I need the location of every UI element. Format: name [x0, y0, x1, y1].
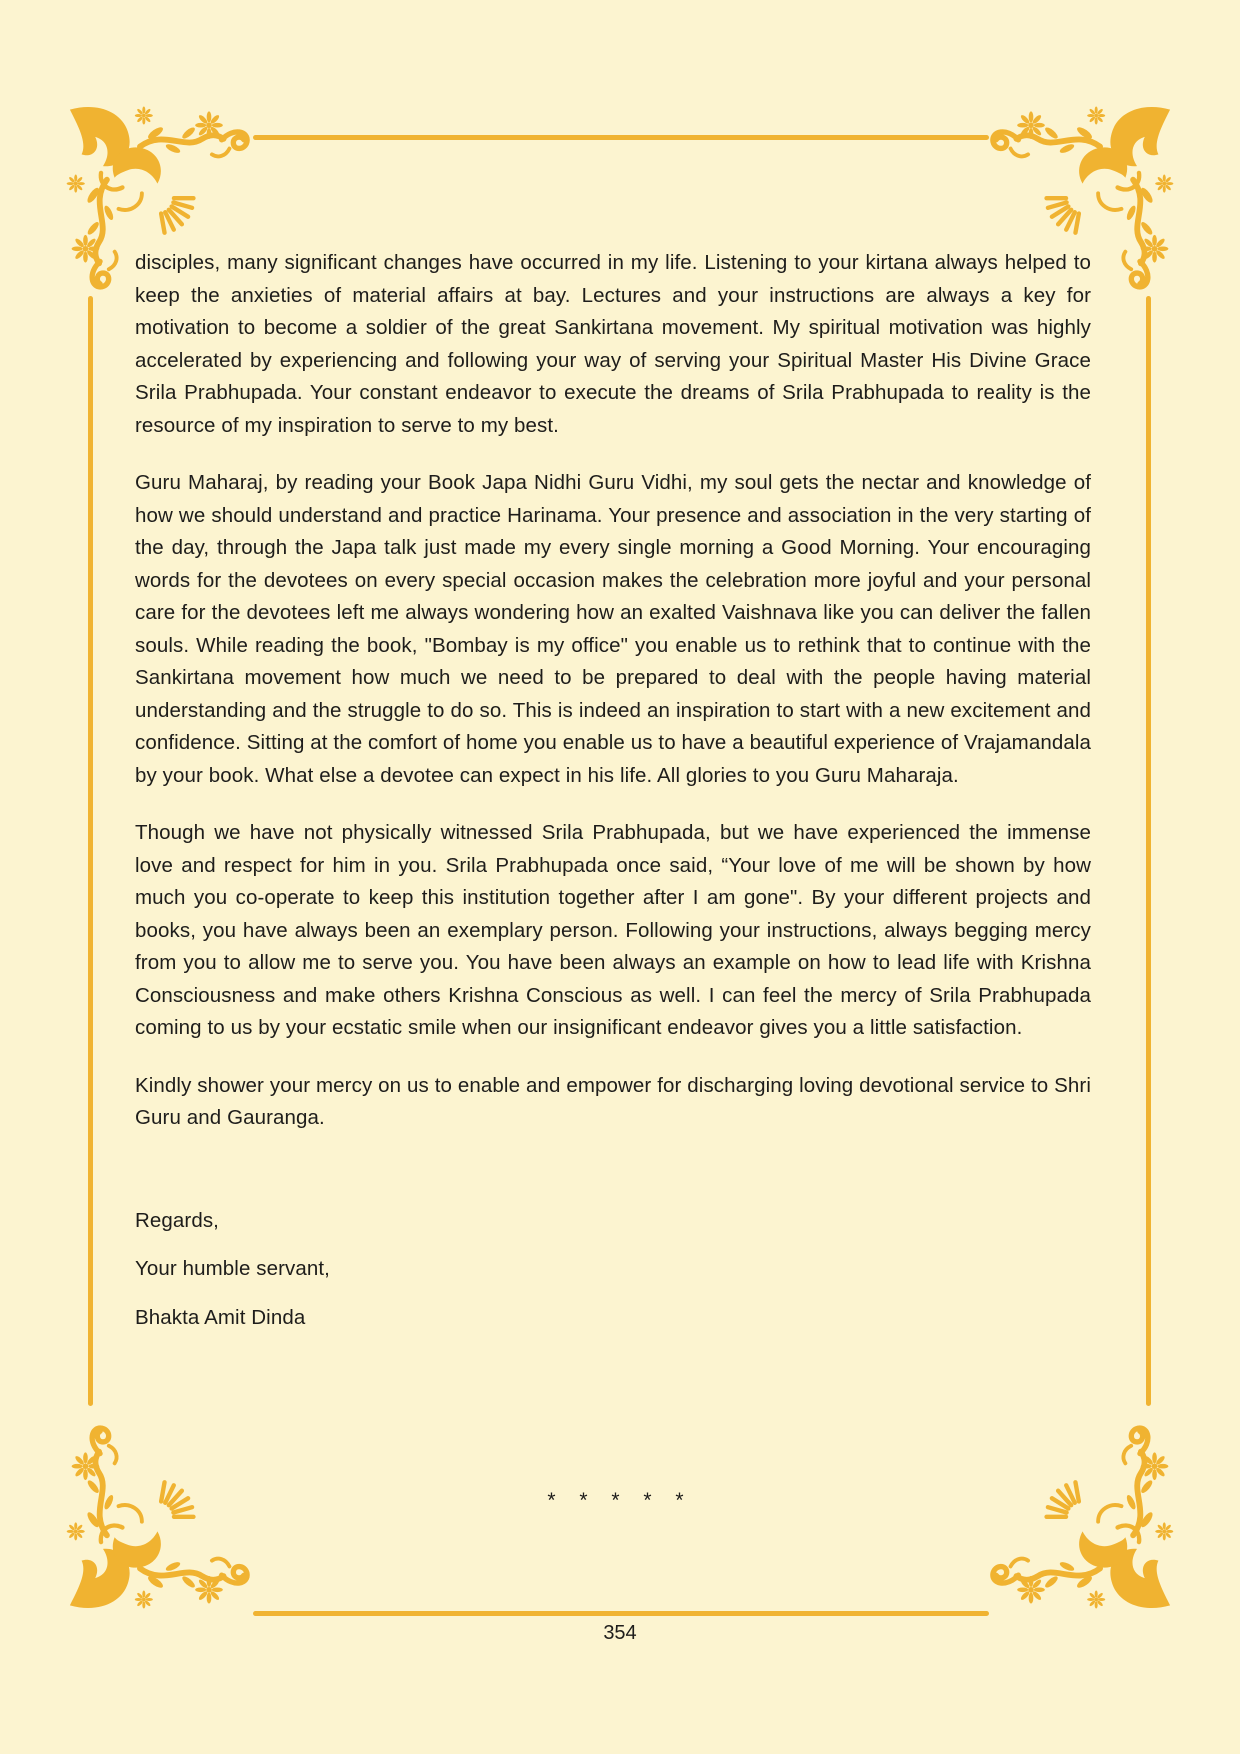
frame-line-right — [1146, 296, 1151, 1406]
page-number: 354 — [603, 1622, 637, 1644]
closing-regards: Regards, — [135, 1208, 219, 1232]
letter-paragraph: Though we have not physically witnessed Srila Prabhupada, but we have experienced the immense love and respect for him in you. Srila Prabhupada once said, “Your love of me will be shown by how much you co-operate to keep this institution together after I am gone". By your different projects and books, you have always been an exemplary person. Following your instructions, always begging mercy from you to allow me to serve you. You have been always an example on how to lead life with Krishna Consciousness and make others Krishna Conscious as well. I can feel the mercy of Srila Prabhupada coming to us by your ecstatic smile when our insignificant endeavor gives you a little satisfaction. — [135, 821, 1091, 1039]
letter-body — [135, 247, 1091, 1350]
letter-paragraph: Guru Maharaj, by reading your Book Japa Nidhi Guru Vidhi, my soul gets the nectar and knowledge of how we should understand and practice Harinama. Your presence and association in the very starting of the day, through the Japa talk just made my every single morning a Good Morning. Your encouraging words for the devotees on every special occasion makes the celebration more joyful and your personal care for the devotees left me always wondering how an exalted Vaishnava like you can deliver the fallen souls. While reading the book, "Bombay is my office" you enable us to rethink that to continue with the Sankirtana movement how much we need to be prepared to deal with the people having material understanding and the struggle to do so. This is indeed an inspiration to start with a new excitement and confidence. Sitting at the comfort of home you enable us to have a beautiful experience of Vrajamandala by your book. What else a devotee can expect in his life. All glories to you Guru Maharaja. — [135, 471, 1091, 787]
closing-servant: Your humble servant, — [135, 1257, 330, 1280]
closing-signature: Bhakta Amit Dinda — [135, 1305, 306, 1329]
frame-line-top — [253, 135, 989, 140]
letter-paragraph: disciples, many significant changes have occurred in my life. Listening to your kirtana always helped to keep the anxieties of material affairs at bay. Lectures and your instructions are always a key for motivation to become a soldier of the great Sankirtana movement. My spiritual motivation was highly accelerated by experiencing and following your way of serving your Spiritual Master His Divine Grace Srila Prabhupada. Your constant endeavor to execute the dreams of Srila Prabhupada to reality is the resource of my inspiration to serve to my best. — [135, 251, 1091, 437]
frame-line-bottom — [253, 1611, 989, 1616]
section-separator: * * * * * — [547, 1489, 693, 1512]
letter-paragraph: Kindly shower your mercy on us to enable and empower for discharging loving devotional service to Shri Guru and Gauranga. — [135, 1073, 1091, 1129]
frame-line-left — [88, 296, 93, 1406]
